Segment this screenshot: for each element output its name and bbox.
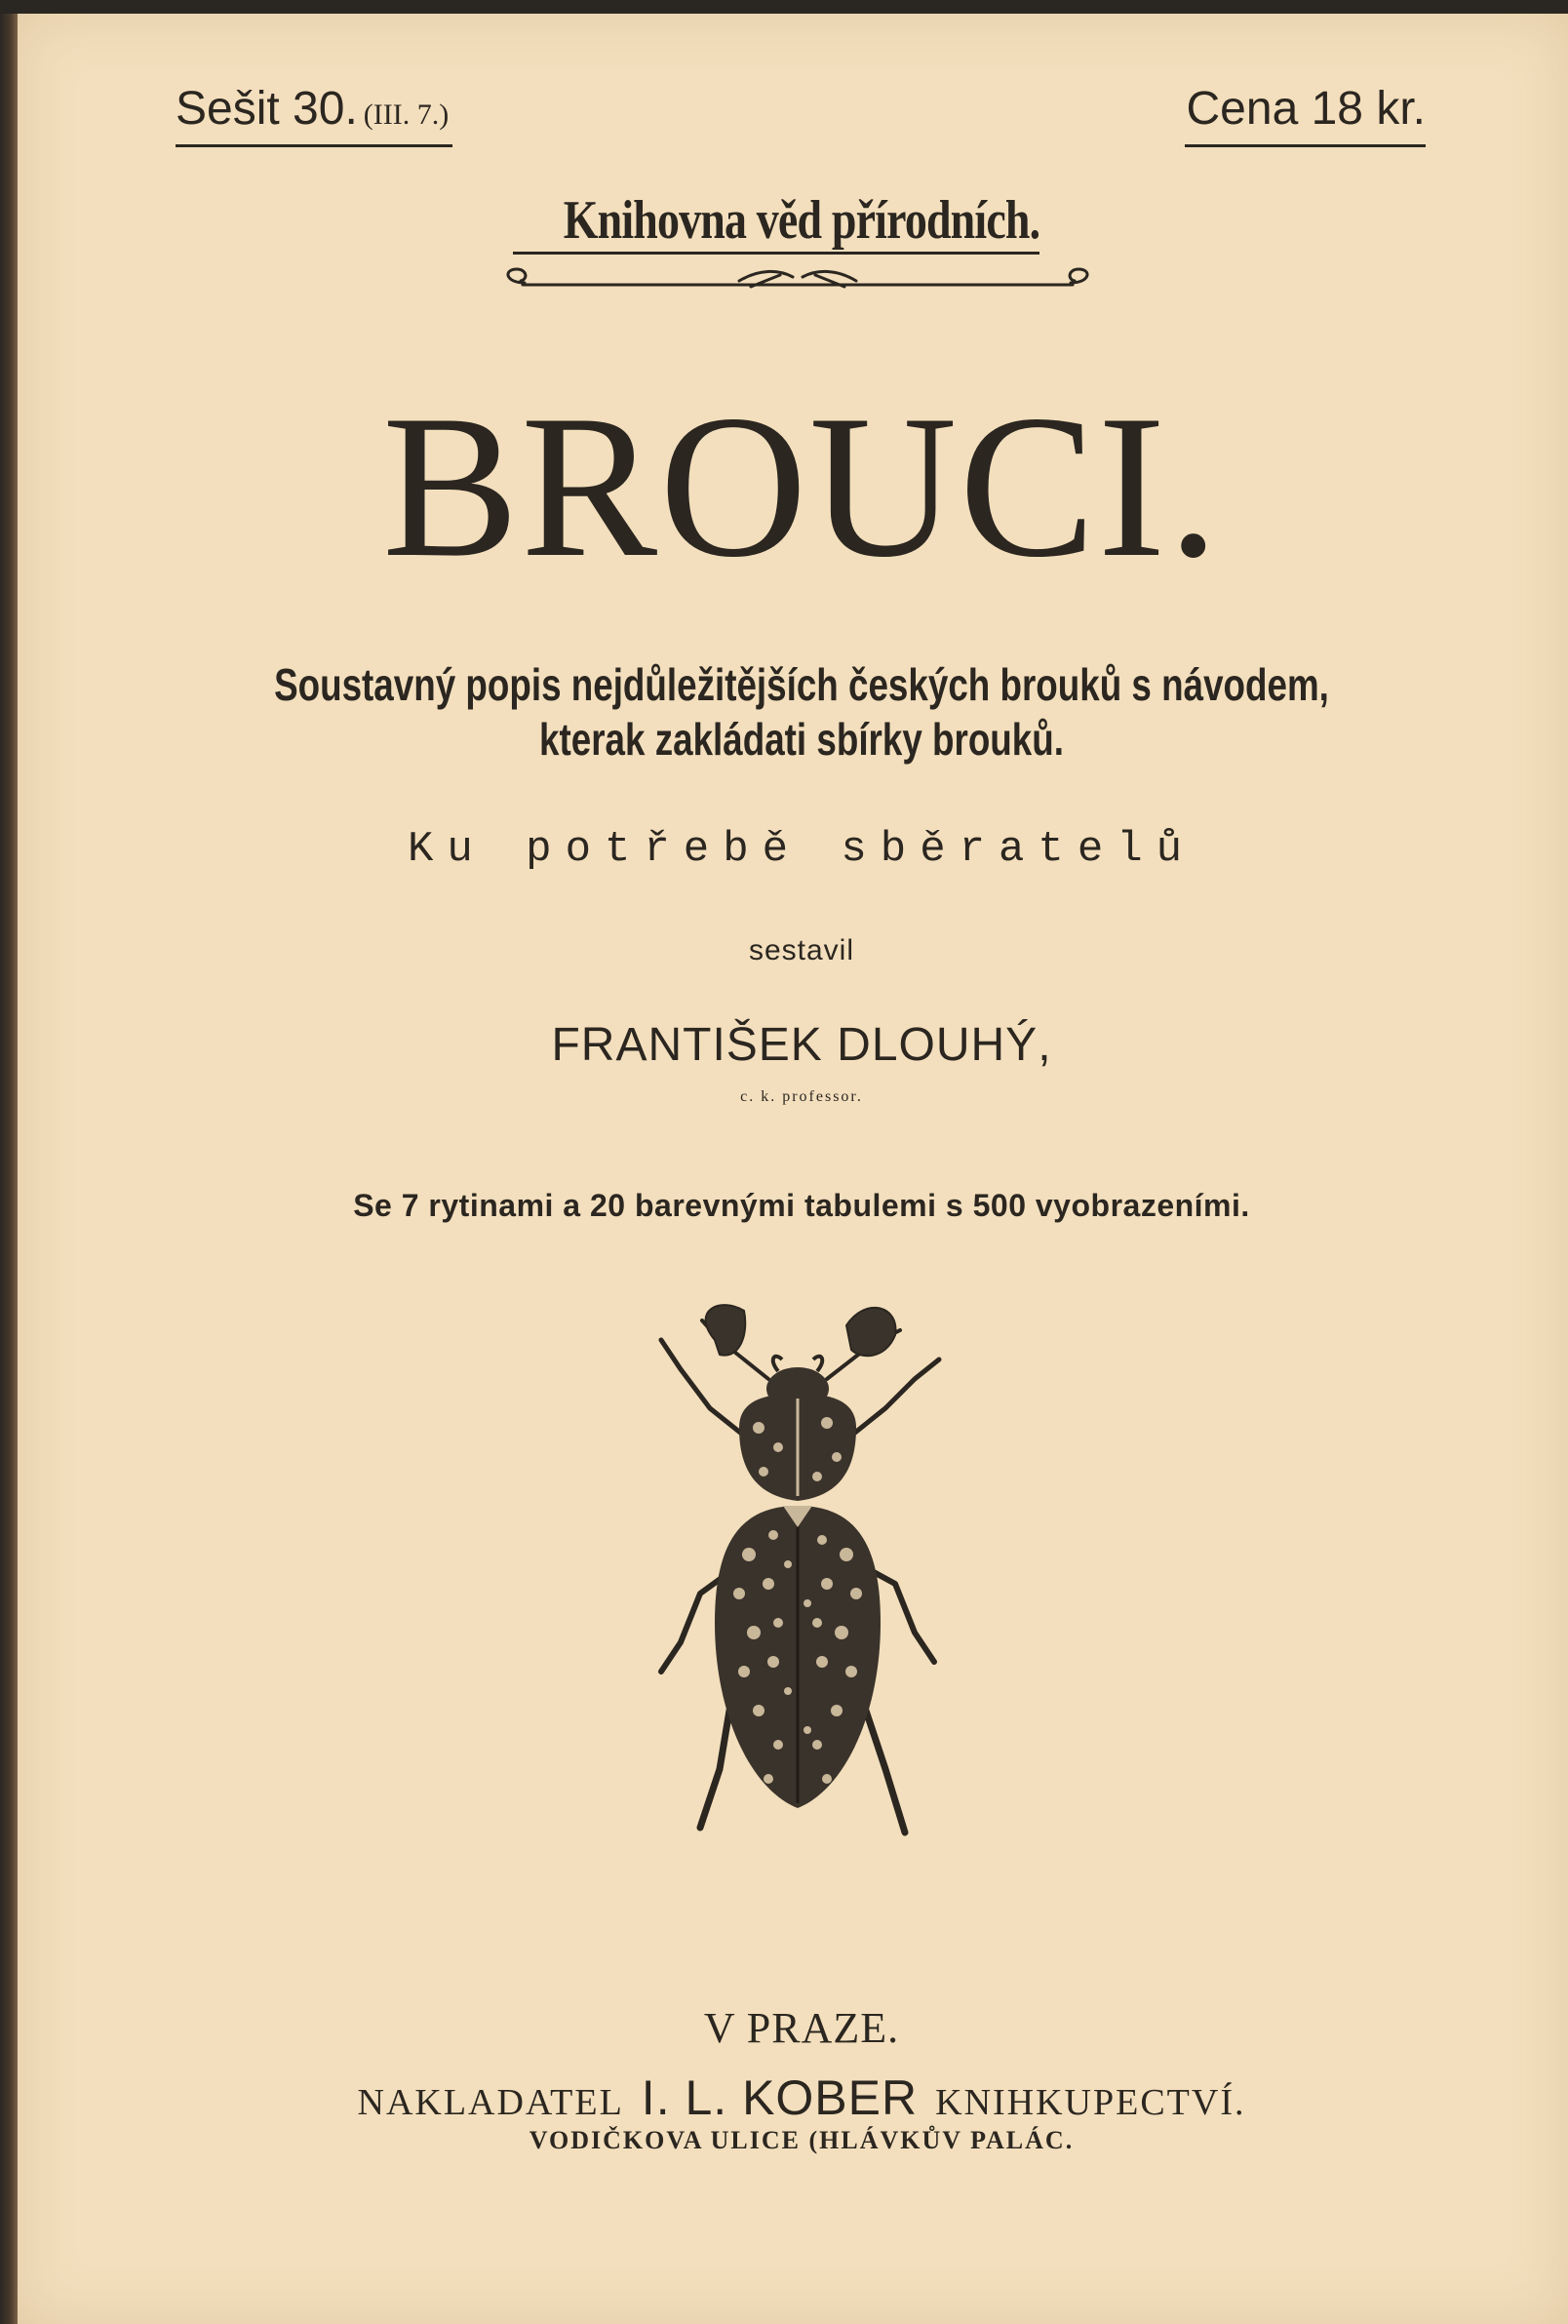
- book-title: BROUCI.: [382, 374, 1221, 600]
- publisher-name: I. L. KOBER: [641, 2070, 919, 2125]
- volume-number: (III. 7.): [363, 98, 450, 131]
- beetle-illustration: [622, 1301, 973, 1867]
- subtitle-line-1: Soustavný popis nejdůležitějších českých brouků s návodem,: [274, 659, 1329, 710]
- scroll-ornament-icon: [495, 261, 1100, 306]
- illustrations-note: Se 7 rytinami a 20 barevnými tabulemi s 500 vyobrazeními.: [353, 1188, 1250, 1223]
- author-title: c. k. professor.: [740, 1088, 863, 1105]
- subtitle: [18, 657, 1568, 767]
- subtitle-line-2: kterak zakládati sbírky brouků.: [539, 714, 1064, 765]
- publisher-prefix: NAKLADATEL: [357, 2082, 624, 2123]
- title-page: [18, 14, 1568, 2324]
- publisher-address: VODIČKOVA ULICE (HLÁVKŮV PALÁC.: [529, 2126, 1075, 2154]
- issue-number: Sešit 30.: [176, 83, 358, 135]
- purpose-line: Ku potřebě sběratelů: [407, 825, 1196, 874]
- compiled-by: sestavil: [748, 934, 855, 966]
- publisher-suffix: KNIHKUPECTVÍ.: [935, 2082, 1246, 2123]
- series-underline: [513, 252, 1039, 255]
- issue-header: [176, 82, 452, 147]
- price-header: Cena 18 kr.: [1185, 82, 1426, 147]
- series-title: Knihovna věd přírodních.: [563, 190, 1040, 251]
- imprint-place: V PRAZE.: [703, 2004, 900, 2052]
- author-name: FRANTIŠEK DLOUHÝ,: [551, 1019, 1052, 1071]
- imprint-publisher: [18, 2069, 1568, 2126]
- book-spine-edge: [0, 14, 18, 2324]
